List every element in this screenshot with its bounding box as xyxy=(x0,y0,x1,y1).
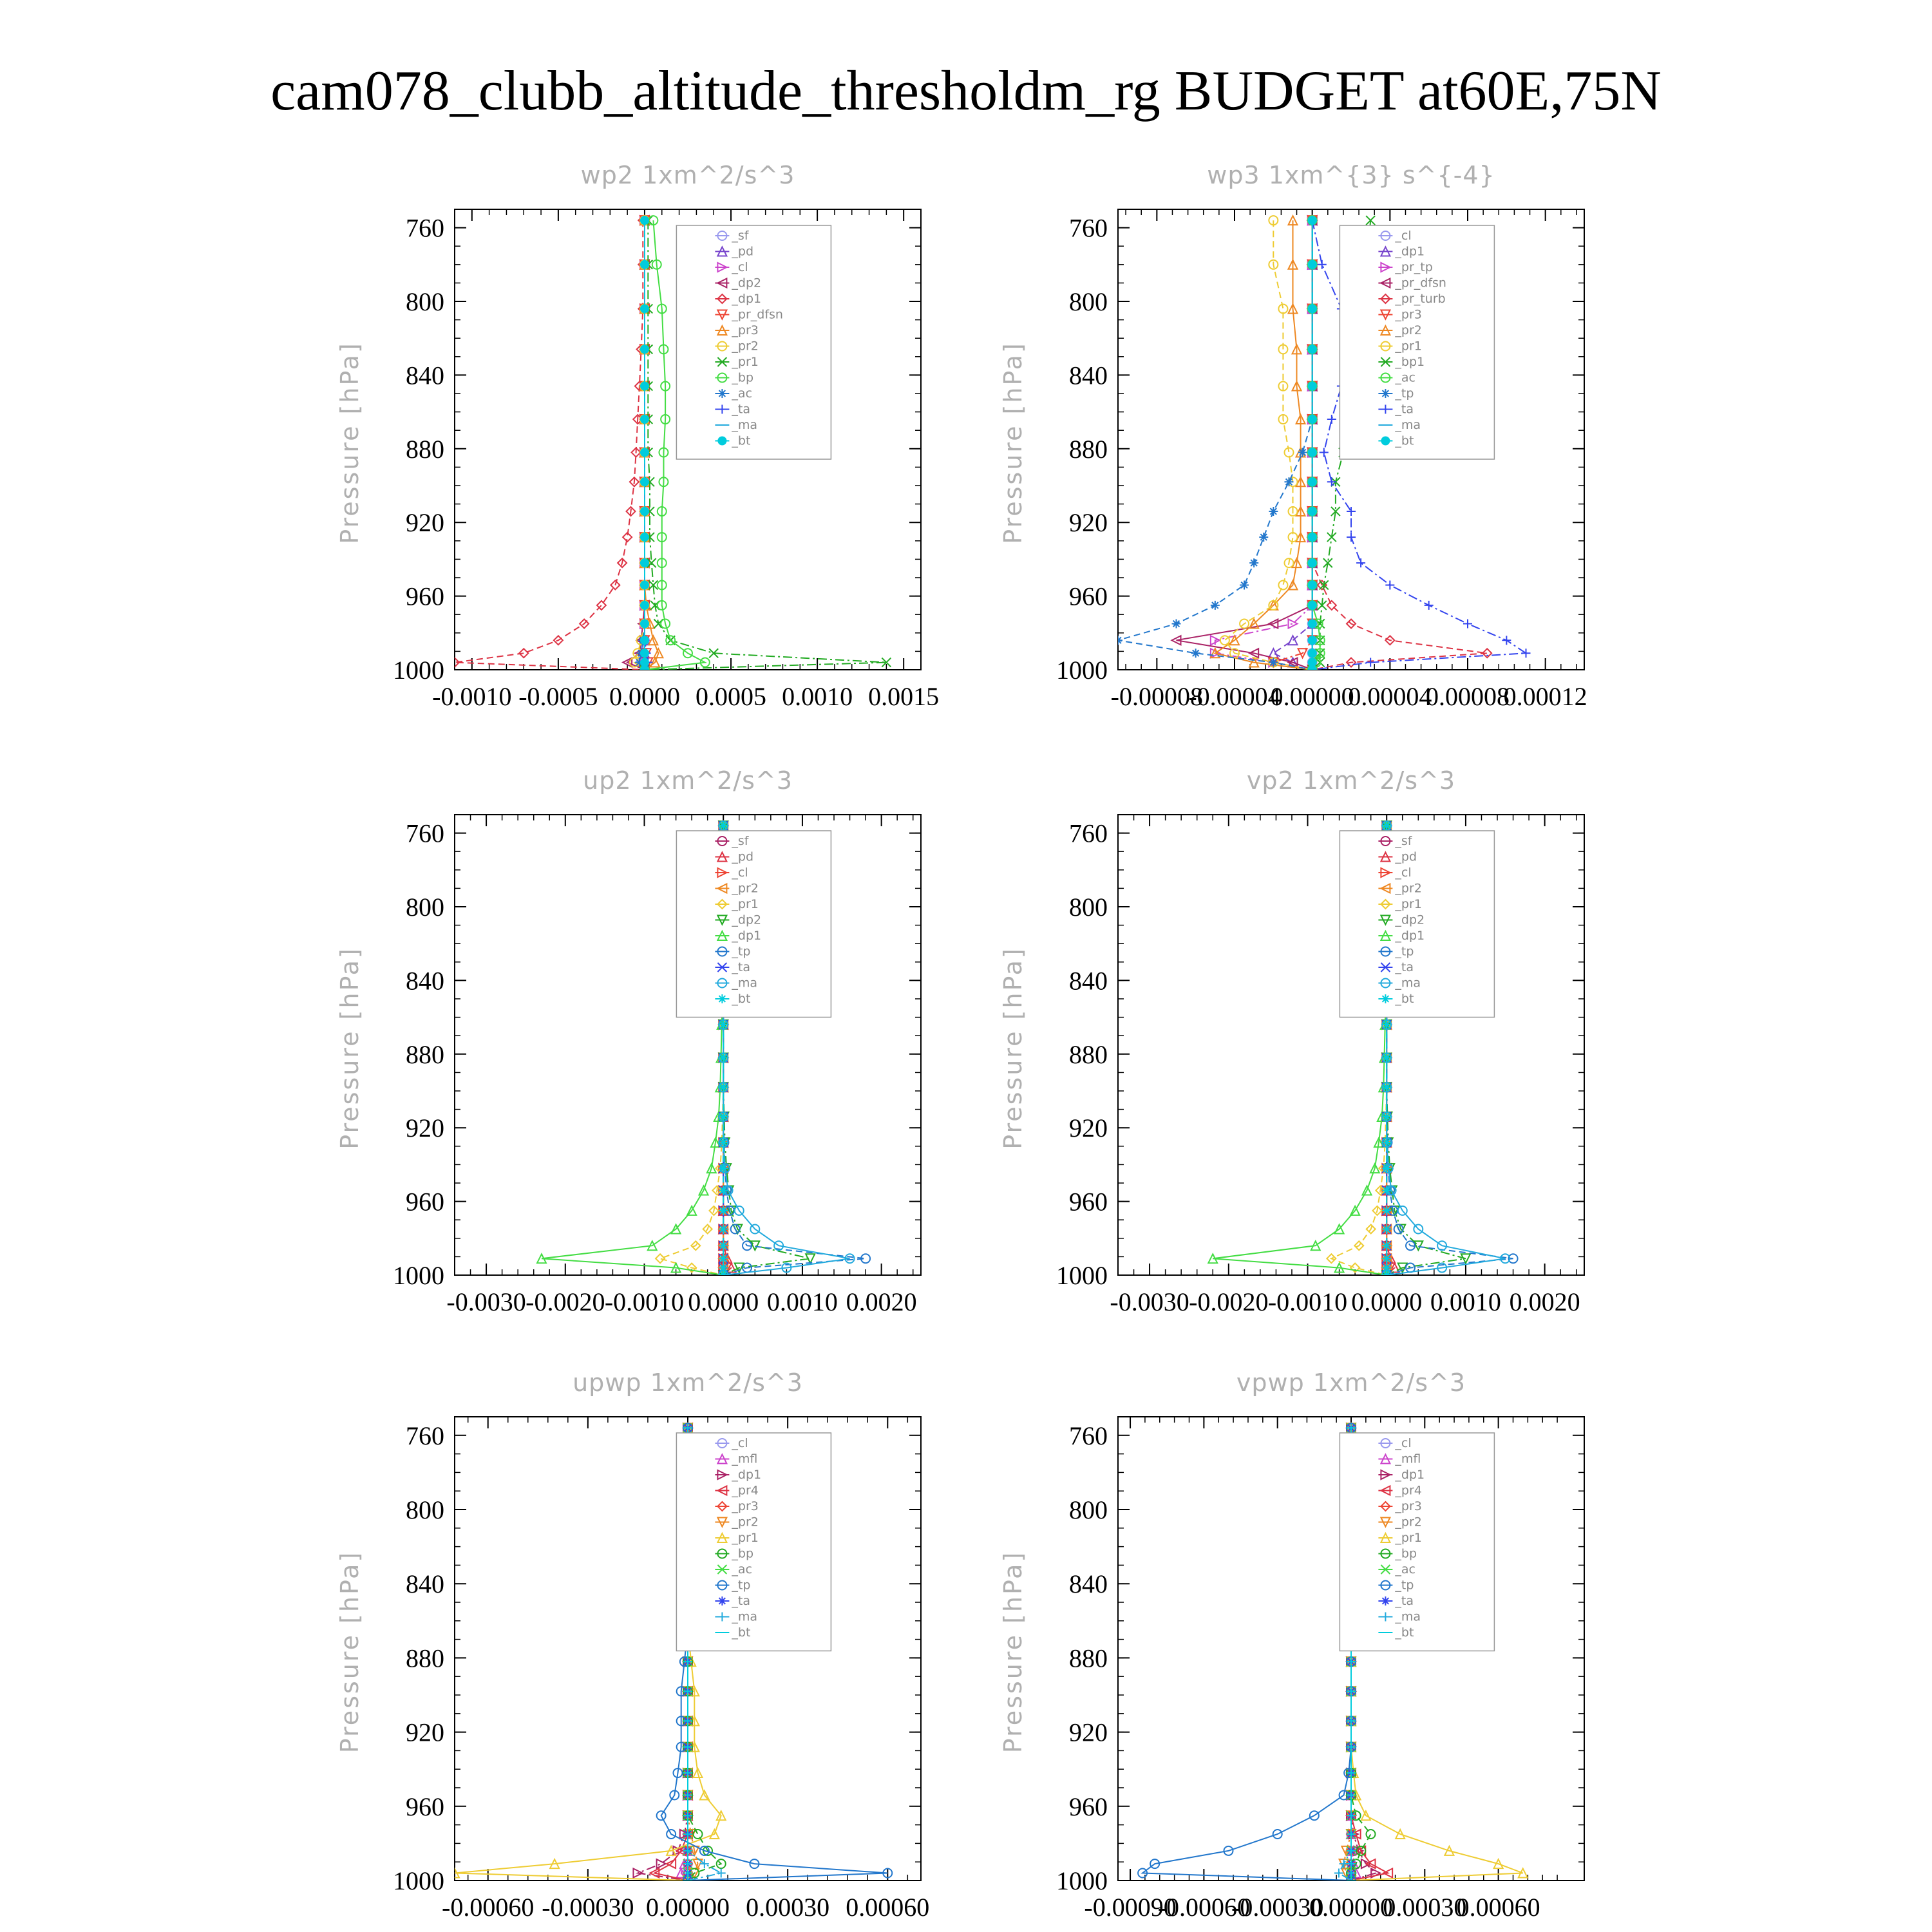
legend-entry: _pr2 xyxy=(732,339,759,354)
legend-entry: _tp xyxy=(1395,1578,1414,1593)
data-point xyxy=(1382,1254,1391,1263)
x-tick-label: -0.0010 xyxy=(604,1287,685,1316)
legend-entry: _pr2 xyxy=(1395,1515,1422,1530)
y-tick-label: 920 xyxy=(406,1113,444,1143)
y-axis-label: Pressure [hPa] xyxy=(336,947,364,1150)
series-line-tp xyxy=(1142,1428,1351,1880)
y-tick-label: 880 xyxy=(406,1039,444,1069)
data-point xyxy=(1308,507,1317,516)
data-point xyxy=(640,636,649,645)
legend-entry: _bp xyxy=(732,370,754,385)
data-point xyxy=(1320,448,1329,457)
data-point xyxy=(1278,304,1287,313)
legend-entry: _mfl xyxy=(732,1452,758,1466)
x-tick-label: -0.0010 xyxy=(1267,1287,1348,1316)
legend-entry: _ma xyxy=(1395,1609,1421,1624)
y-tick-label: 960 xyxy=(406,1187,444,1217)
data-point xyxy=(1284,477,1293,486)
x-tick-label: -0.00030 xyxy=(1231,1893,1324,1922)
legend-entry: _ta xyxy=(732,960,750,974)
legend-marker xyxy=(1381,994,1390,1003)
legend-entry: _pr_tp xyxy=(1395,260,1433,274)
legend-entry: _dp2 xyxy=(1395,913,1425,927)
data-point xyxy=(640,665,649,674)
panel-1 xyxy=(336,161,939,711)
legend-entry: _dp1 xyxy=(1395,1468,1425,1482)
legend-entry: _bt xyxy=(732,433,751,448)
x-tick-label: 0.00012 xyxy=(1503,682,1587,711)
data-point xyxy=(1308,382,1317,391)
legend-entry: _tp xyxy=(732,1578,751,1593)
legend xyxy=(1340,225,1494,459)
x-tick-label: 0.0000 xyxy=(1351,1287,1423,1316)
data-point xyxy=(640,448,649,457)
legend-entry: _pr4 xyxy=(732,1483,759,1498)
legend xyxy=(676,225,831,459)
legend xyxy=(1340,1433,1494,1651)
legend-entry: _cl xyxy=(1395,1436,1412,1450)
y-tick-label: 800 xyxy=(406,287,444,316)
legend-entry: _ma xyxy=(732,976,758,990)
data-point xyxy=(1308,620,1317,629)
data-point xyxy=(1308,558,1317,567)
series-line-pr1 xyxy=(1225,220,1312,670)
y-tick-label: 1000 xyxy=(393,1866,444,1895)
legend-entry: _cl xyxy=(732,1436,748,1450)
x-tick-label: 0.00030 xyxy=(1383,1893,1467,1922)
data-point xyxy=(1211,601,1220,610)
legend-entry: _dp1 xyxy=(732,929,762,943)
data-point xyxy=(1327,477,1336,486)
x-tick-label: -0.0030 xyxy=(446,1287,526,1316)
data-point xyxy=(719,1225,728,1234)
y-tick-label: 960 xyxy=(1069,1792,1108,1821)
y-tick-label: 840 xyxy=(1069,1569,1108,1599)
data-point xyxy=(1382,1271,1391,1280)
x-tick-label: -0.0020 xyxy=(1189,1287,1269,1316)
legend xyxy=(676,1433,831,1651)
legend xyxy=(676,831,831,1018)
x-tick-label: 0.00000 xyxy=(1270,682,1354,711)
y-tick-label: 840 xyxy=(1069,361,1108,390)
panel-title: wp2 1xm^2/s^3 xyxy=(580,161,795,189)
legend-entry: _pr3 xyxy=(732,323,759,337)
x-tick-label: 0.00008 xyxy=(1426,682,1510,711)
legend-marker xyxy=(717,1596,726,1605)
legend-entry: _pr2 xyxy=(732,1515,759,1530)
y-tick-label: 920 xyxy=(406,1718,444,1747)
x-tick-label: 0.00000 xyxy=(1309,1893,1393,1922)
legend-entry: _ac xyxy=(1395,1562,1416,1577)
panel-title: vp2 1xm^2/s^3 xyxy=(1246,766,1456,795)
legend-entry: _pr1 xyxy=(1395,1531,1422,1545)
y-tick-label: 800 xyxy=(1069,1495,1108,1524)
legend-marker xyxy=(717,437,726,446)
data-point xyxy=(1318,260,1327,269)
legend-entry: _bt xyxy=(1395,992,1414,1006)
y-tick-label: 960 xyxy=(1069,582,1108,611)
y-tick-label: 840 xyxy=(406,1569,444,1599)
data-point xyxy=(719,1164,728,1173)
data-point xyxy=(640,382,649,391)
x-tick-label: -0.00008 xyxy=(1110,682,1203,711)
legend-entry: _ac xyxy=(732,1562,752,1577)
y-tick-label: 1000 xyxy=(1056,656,1108,685)
data-point xyxy=(1308,665,1317,674)
y-tick-label: 880 xyxy=(1069,434,1108,464)
data-point xyxy=(719,821,728,830)
legend-entry: _pr_dfsn xyxy=(1395,276,1446,290)
legend-entry: _ta xyxy=(1395,402,1414,417)
data-point xyxy=(719,1254,728,1263)
data-point xyxy=(1347,533,1356,542)
data-point xyxy=(1385,580,1394,589)
legend-entry: _pr2 xyxy=(1395,323,1422,337)
legend-entry: _bp1 xyxy=(1395,355,1425,369)
legend-entry: _bt xyxy=(732,992,751,1006)
data-point xyxy=(1278,580,1287,589)
panel-title: vpwp 1xm^2/s^3 xyxy=(1236,1368,1466,1397)
x-tick-label: -0.0005 xyxy=(518,682,598,711)
x-tick-label: -0.0010 xyxy=(432,682,512,711)
data-point xyxy=(1382,1083,1391,1092)
x-tick-label: 0.0010 xyxy=(1430,1287,1501,1316)
y-tick-label: 960 xyxy=(1069,1187,1108,1217)
data-point xyxy=(1327,415,1336,424)
data-point xyxy=(1463,620,1472,629)
x-tick-label: -0.0030 xyxy=(1110,1287,1189,1316)
y-tick-label: 880 xyxy=(406,1643,444,1673)
legend-entry: _pd xyxy=(732,849,754,864)
y-tick-label: 760 xyxy=(1069,819,1108,848)
legend-entry: _ta xyxy=(1395,960,1414,974)
data-point xyxy=(1425,601,1434,610)
y-tick-label: 1000 xyxy=(1056,1261,1108,1290)
legend-entry: _tp xyxy=(732,944,751,959)
legend-entry: _sf xyxy=(732,229,749,243)
data-point xyxy=(1382,1206,1391,1215)
data-point xyxy=(640,558,649,567)
y-tick-label: 760 xyxy=(406,1421,444,1450)
legend-entry: _mfl xyxy=(1395,1452,1421,1466)
x-tick-label: -0.00060 xyxy=(442,1893,535,1922)
x-tick-label: 0.0000 xyxy=(688,1287,759,1316)
data-point xyxy=(640,601,649,610)
panel-3 xyxy=(336,766,921,1316)
legend-entry: _dp1 xyxy=(732,292,762,306)
y-tick-label: 960 xyxy=(406,582,444,611)
x-tick-label: -0.00060 xyxy=(1157,1893,1251,1922)
legend-entry: _pr3 xyxy=(732,1499,759,1513)
data-point xyxy=(640,477,649,486)
y-tick-label: 800 xyxy=(1069,287,1108,316)
x-tick-label: -0.00030 xyxy=(542,1893,634,1922)
x-tick-label: 0.0015 xyxy=(868,682,940,711)
series-line-pr_tp xyxy=(1215,220,1312,670)
data-point xyxy=(1382,1225,1391,1234)
y-tick-label: 880 xyxy=(1069,1039,1108,1069)
y-tick-label: 840 xyxy=(406,361,444,390)
legend-marker xyxy=(717,994,726,1003)
data-point xyxy=(1366,1830,1375,1839)
y-axis-label: Pressure [hPa] xyxy=(999,341,1027,544)
legend-entry: _pr1 xyxy=(732,897,759,911)
data-point xyxy=(1502,636,1511,645)
y-tick-label: 760 xyxy=(1069,213,1108,243)
data-point xyxy=(640,415,649,424)
legend-entry: _ma xyxy=(732,1609,758,1624)
data-point xyxy=(1347,507,1356,516)
legend-marker xyxy=(1381,389,1390,398)
data-point xyxy=(1269,649,1278,658)
panel-title: up2 1xm^2/s^3 xyxy=(583,766,793,795)
y-tick-label: 1000 xyxy=(393,656,444,685)
legend-entry: _dp1 xyxy=(1395,929,1425,943)
data-point xyxy=(1259,533,1268,542)
legend-entry: _pr1 xyxy=(1395,897,1422,911)
panels xyxy=(336,161,1587,1922)
legend-entry: _pr2 xyxy=(1395,881,1422,896)
legend-entry: _pd xyxy=(732,244,754,259)
legend-entry: _cl xyxy=(1395,229,1412,243)
x-tick-label: -0.0020 xyxy=(526,1287,605,1316)
legend-entry: _pr_turb xyxy=(1395,292,1446,306)
figure-title: cam078_clubb_altitude_thresholdm_rg BUDGET at60E,75N xyxy=(270,60,1662,122)
data-point xyxy=(1269,507,1278,516)
legend-entry: _ta xyxy=(1395,1594,1414,1608)
legend-entry: _dp1 xyxy=(1395,244,1425,259)
legend-marker xyxy=(1381,1596,1390,1605)
data-point xyxy=(1172,620,1181,629)
data-point xyxy=(1382,1054,1391,1063)
data-point xyxy=(640,649,649,658)
y-tick-label: 920 xyxy=(1069,1113,1108,1143)
data-point xyxy=(719,1271,728,1280)
data-point xyxy=(1382,1164,1391,1173)
legend-entry: _pd xyxy=(1395,849,1417,864)
data-point xyxy=(1382,821,1391,830)
data-point xyxy=(1308,533,1317,542)
x-tick-label: 0.0020 xyxy=(1509,1287,1580,1316)
legend-entry: _pr3 xyxy=(1395,307,1422,322)
legend-entry: _sf xyxy=(732,834,749,848)
legend-entry: _ta xyxy=(732,402,750,417)
legend-entry: _cl xyxy=(732,260,748,274)
y-tick-label: 920 xyxy=(1069,508,1108,538)
y-tick-label: 920 xyxy=(1069,1718,1108,1747)
y-tick-label: 880 xyxy=(406,434,444,464)
y-tick-label: 760 xyxy=(406,213,444,243)
data-point xyxy=(1113,636,1122,645)
data-point xyxy=(1522,649,1531,658)
x-tick-label: 0.0000 xyxy=(609,682,680,711)
legend-marker xyxy=(717,389,726,398)
panel-2 xyxy=(999,161,1587,711)
series-line-pr2 xyxy=(1215,220,1312,670)
x-tick-label: 0.0005 xyxy=(696,682,767,711)
y-tick-label: 760 xyxy=(1069,1421,1108,1450)
x-tick-label: -0.00004 xyxy=(1188,682,1281,711)
legend-entry: _bp xyxy=(732,1546,754,1561)
y-tick-label: 840 xyxy=(406,966,444,996)
y-axis-label: Pressure [hPa] xyxy=(999,1550,1027,1754)
x-tick-label: 0.00030 xyxy=(746,1893,830,1922)
panel-4 xyxy=(999,766,1584,1316)
legend-entry: _sf xyxy=(1395,834,1412,848)
data-point xyxy=(719,1241,728,1250)
data-point xyxy=(640,345,649,354)
y-axis-label: Pressure [hPa] xyxy=(336,1550,364,1754)
legend-entry: _cl xyxy=(1395,866,1412,880)
legend xyxy=(1340,831,1494,1018)
legend-entry: _bp xyxy=(1395,1546,1417,1561)
data-point xyxy=(640,533,649,542)
data-point xyxy=(1191,649,1200,658)
x-tick-label: 0.0020 xyxy=(846,1287,917,1316)
panel-6 xyxy=(999,1368,1584,1922)
y-tick-label: 800 xyxy=(1069,893,1108,922)
x-tick-label: 0.0010 xyxy=(782,682,853,711)
data-point xyxy=(694,1830,703,1839)
x-tick-label: -0.00090 xyxy=(1084,1893,1177,1922)
data-point xyxy=(1308,601,1317,610)
data-point xyxy=(1308,216,1317,225)
data-point xyxy=(1308,477,1317,486)
series-line-pr_dfsn xyxy=(1177,220,1312,670)
data-point xyxy=(719,1206,728,1215)
legend-entry: _bt xyxy=(1395,1625,1414,1640)
data-point xyxy=(1308,304,1317,313)
legend-entry: _pr4 xyxy=(1395,1483,1422,1498)
data-point xyxy=(717,1868,726,1877)
data-point xyxy=(719,1083,728,1092)
data-point xyxy=(1249,558,1258,567)
data-point xyxy=(640,304,649,313)
data-point xyxy=(1308,580,1317,589)
legend-entry: _bt xyxy=(1395,433,1414,448)
data-point xyxy=(1308,415,1317,424)
y-tick-label: 760 xyxy=(406,819,444,848)
legend-marker xyxy=(1381,437,1390,446)
y-tick-label: 960 xyxy=(406,1792,444,1821)
legend-entry: _dp2 xyxy=(732,913,762,927)
data-point xyxy=(1308,649,1317,658)
legend-entry: _ma xyxy=(1395,976,1421,990)
legend-entry: _ac xyxy=(1395,370,1416,385)
series-line-dp1 xyxy=(455,220,645,670)
data-point xyxy=(656,1254,665,1263)
legend-entry: _tp xyxy=(1395,386,1414,401)
y-tick-label: 1000 xyxy=(1056,1866,1108,1895)
y-tick-label: 1000 xyxy=(393,1261,444,1290)
panel-title: upwp 1xm^2/s^3 xyxy=(573,1368,803,1397)
data-point xyxy=(1382,1241,1391,1250)
panel-5 xyxy=(336,1368,929,1922)
y-tick-label: 800 xyxy=(406,893,444,922)
data-point xyxy=(1298,448,1307,457)
data-point xyxy=(1356,558,1365,567)
y-axis-label: Pressure [hPa] xyxy=(999,947,1027,1150)
legend-entry: _cl xyxy=(732,866,748,880)
legend-entry: _pr1 xyxy=(1395,339,1422,354)
legend-entry: _bt xyxy=(732,1625,751,1640)
legend-entry: _tp xyxy=(1395,944,1414,959)
x-tick-label: 0.00060 xyxy=(846,1893,930,1922)
x-tick-label: 0.00004 xyxy=(1348,682,1432,711)
data-point xyxy=(1220,636,1229,645)
y-tick-label: 800 xyxy=(406,1495,444,1524)
legend-entry: _pr1 xyxy=(732,1531,759,1545)
x-tick-label: 0.0010 xyxy=(766,1287,838,1316)
data-point xyxy=(640,507,649,516)
legend-entry: _pr2 xyxy=(732,881,759,896)
y-tick-label: 920 xyxy=(406,508,444,538)
legend-entry: _ma xyxy=(732,418,758,432)
data-point xyxy=(640,216,649,225)
legend-entry: _dp2 xyxy=(732,276,762,290)
data-point xyxy=(1366,658,1375,667)
legend-entry: _pr_dfsn xyxy=(732,307,783,322)
data-point xyxy=(1308,636,1317,645)
data-point xyxy=(1308,448,1317,457)
legend-entry: _pr3 xyxy=(1395,1499,1422,1513)
panel-title: wp3 1xm^{3} s^{-4} xyxy=(1207,161,1495,189)
y-tick-label: 840 xyxy=(1069,966,1108,996)
data-point xyxy=(640,260,649,269)
legend-entry: _ac xyxy=(732,386,752,401)
data-point xyxy=(1308,260,1317,269)
data-point xyxy=(640,580,649,589)
y-tick-label: 880 xyxy=(1069,1643,1108,1673)
legend-entry: _pr1 xyxy=(732,355,759,369)
legend-entry: _dp1 xyxy=(732,1468,762,1482)
legend-entry: _ta xyxy=(732,1594,750,1608)
data-point xyxy=(640,620,649,629)
legend-entry: _ma xyxy=(1395,418,1421,432)
y-axis-label: Pressure [hPa] xyxy=(336,341,364,544)
x-tick-label: 0.00000 xyxy=(646,1893,730,1922)
data-point xyxy=(719,1054,728,1063)
data-point xyxy=(1308,345,1317,354)
data-point xyxy=(1240,580,1249,589)
x-tick-label: 0.00060 xyxy=(1456,1893,1540,1922)
